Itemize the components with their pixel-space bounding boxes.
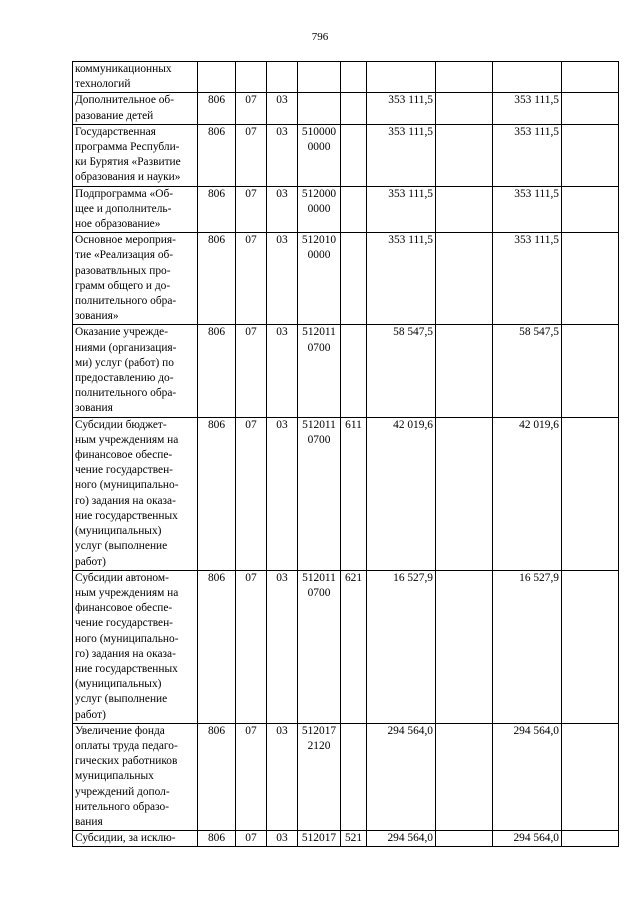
- cell-line: го) задания на оказа-: [75, 494, 176, 507]
- cell-line: 353 111,5: [388, 94, 433, 107]
- cell-pr: [267, 62, 298, 93]
- cell-rz: [236, 831, 267, 847]
- cell-name: [73, 831, 198, 847]
- cell-line: Подпрограмма «Об-: [75, 187, 174, 200]
- cell-vr: [341, 831, 367, 847]
- cell-line: оплаты труда педаго-: [75, 739, 178, 752]
- cell-line: грамм общего и до-: [75, 279, 171, 292]
- cell-name: [73, 62, 198, 93]
- cell-pr: [267, 417, 298, 570]
- cell-line: 806: [207, 832, 226, 845]
- cell-vr: [341, 124, 367, 186]
- cell-line: 512000: [301, 187, 337, 200]
- cell-sum2: [436, 723, 493, 830]
- cell-sum3: [493, 831, 562, 847]
- cell-pr: [267, 570, 298, 723]
- cell-line: Оказание учрежде-: [75, 326, 168, 339]
- cell-line: Субсидии автоном-: [75, 571, 169, 584]
- cell-line: ми) услуг (работ) по: [75, 356, 174, 369]
- cell-sum4: [562, 124, 619, 186]
- cell-ved: [198, 233, 236, 325]
- cell-sum3: [493, 325, 562, 417]
- cell-pr: [267, 233, 298, 325]
- cell-csr: [298, 186, 341, 233]
- cell-line: 806: [207, 234, 226, 247]
- cell-csr: [298, 233, 341, 325]
- cell-line: услуг (выполнение: [75, 693, 168, 706]
- cell-line: 03: [276, 187, 288, 200]
- cell-line: 353 111,5: [514, 187, 559, 200]
- table-row: [73, 93, 619, 124]
- cell-line: 07: [245, 326, 257, 339]
- cell-line: зования»: [75, 310, 119, 323]
- cell-line: образования и науки»: [75, 171, 181, 184]
- cell-name: [73, 570, 198, 723]
- cell-name: [73, 93, 198, 124]
- cell-line: учреждений допол-: [75, 785, 170, 798]
- cell-line: работ): [75, 708, 106, 721]
- cell-line: 07: [245, 724, 257, 737]
- cell-csr: [298, 570, 341, 723]
- cell-line: 0000: [307, 249, 331, 262]
- cell-line: 03: [276, 832, 288, 845]
- cell-ved: [198, 325, 236, 417]
- cell-line: чение государствен-: [75, 617, 173, 630]
- table-row: [73, 417, 619, 570]
- cell-line: 294 564,0: [387, 832, 433, 845]
- cell-rz: [236, 570, 267, 723]
- cell-line: 806: [207, 326, 226, 339]
- cell-line: технологий: [75, 78, 131, 91]
- cell-line: 0000: [307, 202, 331, 215]
- cell-line: 03: [276, 724, 288, 737]
- cell-line: муниципальных: [75, 770, 154, 783]
- cell-line: 806: [207, 187, 226, 200]
- cell-sum3: [493, 417, 562, 570]
- cell-line: 07: [245, 571, 257, 584]
- cell-line: 611: [345, 418, 362, 431]
- cell-line: коммуникационных: [75, 63, 172, 75]
- cell-line: услуг (выполнение: [75, 540, 168, 553]
- cell-sum2: [436, 124, 493, 186]
- cell-line: 58 547,5: [393, 326, 433, 339]
- cell-line: 03: [276, 326, 288, 339]
- cell-line: 07: [245, 187, 257, 200]
- table-row: [73, 124, 619, 186]
- cell-line: 353 111,5: [514, 125, 559, 138]
- cell-line: 806: [207, 125, 226, 138]
- cell-sum4: [562, 723, 619, 830]
- cell-line: разование детей: [75, 109, 154, 122]
- cell-sum1: [367, 233, 436, 325]
- cell-line: чение государствен-: [75, 464, 173, 477]
- cell-sum1: [367, 62, 436, 93]
- cell-line: Государственная: [75, 125, 156, 138]
- cell-line: 42 019,6: [519, 418, 559, 431]
- table-row: [73, 62, 619, 93]
- cell-sum3: [493, 570, 562, 723]
- cell-line: 07: [245, 832, 257, 845]
- cell-line: Дополнительное об-: [75, 94, 175, 107]
- cell-line: полнительного обра-: [75, 295, 177, 308]
- cell-vr: [341, 417, 367, 570]
- cell-name: [73, 325, 198, 417]
- cell-line: нительного образо-: [75, 800, 169, 813]
- cell-sum3: [493, 233, 562, 325]
- table-row: [73, 831, 619, 847]
- cell-line: 512011: [302, 571, 336, 584]
- cell-csr: [298, 723, 341, 830]
- cell-rz: [236, 325, 267, 417]
- table-row: [73, 570, 619, 723]
- cell-rz: [236, 124, 267, 186]
- cell-vr: [341, 233, 367, 325]
- cell-sum4: [562, 186, 619, 233]
- cell-line: программа Республи-: [75, 141, 180, 154]
- cell-line: гических работников: [75, 755, 178, 768]
- cell-name: [73, 723, 198, 830]
- cell-line: 16 527,9: [519, 571, 559, 584]
- cell-pr: [267, 186, 298, 233]
- cell-ved: [198, 417, 236, 570]
- cell-line: 16 527,9: [393, 571, 433, 584]
- cell-line: 03: [276, 94, 288, 107]
- cell-line: 521: [344, 832, 363, 845]
- cell-pr: [267, 93, 298, 124]
- cell-line: 294 564,0: [513, 832, 559, 845]
- cell-line: 353 111,5: [514, 94, 559, 107]
- cell-sum3: [493, 124, 562, 186]
- cell-line: 2120: [307, 739, 331, 752]
- cell-name: [73, 186, 198, 233]
- cell-line: 03: [276, 234, 288, 247]
- cell-sum1: [367, 186, 436, 233]
- cell-line: 510000: [301, 125, 337, 138]
- cell-sum1: [367, 723, 436, 830]
- cell-line: 0000: [307, 141, 331, 154]
- cell-line: 0700: [307, 433, 331, 446]
- cell-sum3: [493, 723, 562, 830]
- cell-line: ным учреждениям на: [75, 433, 179, 446]
- cell-ved: [198, 93, 236, 124]
- cell-sum2: [436, 93, 493, 124]
- cell-line: Субсидии, за исклю-: [75, 832, 176, 845]
- cell-line: 512017: [301, 832, 337, 845]
- cell-pr: [267, 723, 298, 830]
- cell-line: 07: [245, 125, 257, 138]
- cell-sum2: [436, 831, 493, 847]
- table-body: [73, 62, 619, 847]
- cell-line: тие «Реализация об-: [75, 249, 174, 262]
- cell-line: финансовое обеспе-: [75, 602, 173, 615]
- cell-line: 806: [207, 724, 226, 737]
- cell-line: 512011: [302, 326, 336, 339]
- cell-line: 512011: [302, 418, 336, 431]
- cell-line: зования: [75, 402, 113, 415]
- cell-line: 07: [245, 94, 257, 107]
- cell-sum3: [493, 186, 562, 233]
- cell-sum4: [562, 93, 619, 124]
- cell-sum4: [562, 62, 619, 93]
- cell-line: 07: [245, 234, 257, 247]
- cell-line: ниями (организация-: [75, 341, 177, 354]
- cell-line: 353 111,5: [388, 125, 433, 138]
- cell-line: полнительного обра-: [75, 387, 177, 400]
- cell-csr: [298, 124, 341, 186]
- cell-line: 806: [207, 94, 226, 107]
- cell-sum2: [436, 186, 493, 233]
- cell-line: 512017: [301, 724, 337, 737]
- cell-pr: [267, 831, 298, 847]
- cell-vr: [341, 723, 367, 830]
- cell-csr: [298, 93, 341, 124]
- cell-sum4: [562, 831, 619, 847]
- cell-line: 353 111,5: [514, 234, 559, 247]
- cell-line: ки Бурятия «Развитие: [75, 156, 181, 169]
- cell-sum3: [493, 62, 562, 93]
- cell-rz: [236, 723, 267, 830]
- cell-sum2: [436, 417, 493, 570]
- cell-line: 294 564,0: [513, 724, 559, 737]
- cell-pr: [267, 124, 298, 186]
- cell-line: 806: [207, 571, 226, 584]
- cell-sum4: [562, 233, 619, 325]
- cell-sum2: [436, 325, 493, 417]
- cell-ved: [198, 723, 236, 830]
- cell-line: ние государственных: [75, 662, 178, 675]
- cell-line: вания: [75, 815, 103, 828]
- cell-line: 42 019,6: [393, 418, 433, 431]
- cell-sum4: [562, 417, 619, 570]
- cell-rz: [236, 62, 267, 93]
- cell-line: ного (муниципально-: [75, 632, 179, 645]
- cell-vr: [341, 186, 367, 233]
- cell-line: 0700: [307, 341, 331, 354]
- cell-line: (муниципальных): [75, 678, 162, 691]
- cell-line: 03: [276, 571, 288, 584]
- cell-name: [73, 233, 198, 325]
- cell-ved: [198, 186, 236, 233]
- budget-table: [72, 61, 619, 847]
- cell-rz: [236, 186, 267, 233]
- cell-line: 07: [245, 418, 257, 431]
- cell-line: 03: [276, 125, 288, 138]
- cell-line: 621: [344, 571, 363, 584]
- cell-ved: [198, 570, 236, 723]
- cell-line: финансовое обеспе-: [75, 449, 173, 462]
- cell-sum1: [367, 831, 436, 847]
- cell-csr: [298, 417, 341, 570]
- cell-sum1: [367, 93, 436, 124]
- table-row: [73, 186, 619, 233]
- cell-ved: [198, 62, 236, 93]
- cell-csr: [298, 325, 341, 417]
- cell-line: 294 564,0: [387, 724, 433, 737]
- cell-line: ного (муниципально-: [75, 479, 179, 492]
- cell-line: предоставлению до-: [75, 372, 174, 385]
- cell-line: 03: [276, 418, 288, 431]
- cell-sum4: [562, 570, 619, 723]
- table-row: [73, 325, 619, 417]
- cell-line: ное образование»: [75, 218, 161, 231]
- cell-sum1: [367, 570, 436, 723]
- cell-vr: [341, 570, 367, 723]
- cell-pr: [267, 325, 298, 417]
- cell-rz: [236, 93, 267, 124]
- cell-sum1: [367, 417, 436, 570]
- cell-line: работ): [75, 555, 106, 568]
- cell-line: ным учреждениям на: [75, 586, 179, 599]
- cell-line: 806: [207, 418, 226, 431]
- cell-line: разоватвльных про-: [75, 264, 171, 277]
- cell-line: щее и дополнитель-: [75, 202, 172, 215]
- cell-line: Увеличение фонда: [75, 724, 165, 737]
- table-row: [73, 233, 619, 325]
- cell-sum2: [436, 233, 493, 325]
- cell-line: го) задания на оказа-: [75, 647, 176, 660]
- cell-ved: [198, 831, 236, 847]
- cell-sum1: [367, 124, 436, 186]
- cell-sum4: [562, 325, 619, 417]
- cell-vr: [341, 62, 367, 93]
- cell-line: 512010: [301, 234, 337, 247]
- cell-line: 58 547,5: [519, 326, 559, 339]
- cell-line: (муниципальных): [75, 525, 162, 538]
- table-row: [73, 723, 619, 830]
- cell-sum1: [367, 325, 436, 417]
- cell-rz: [236, 233, 267, 325]
- page-number: 796: [311, 31, 329, 43]
- cell-vr: [341, 93, 367, 124]
- cell-rz: [236, 417, 267, 570]
- cell-line: 353 111,5: [388, 234, 433, 247]
- cell-line: 0700: [307, 586, 331, 599]
- cell-sum2: [436, 62, 493, 93]
- cell-sum2: [436, 570, 493, 723]
- cell-vr: [341, 325, 367, 417]
- cell-line: Субсидии бюджет-: [75, 418, 167, 431]
- cell-csr: [298, 831, 341, 847]
- cell-sum3: [493, 93, 562, 124]
- cell-name: [73, 124, 198, 186]
- cell-csr: [298, 62, 341, 93]
- cell-line: Основное мероприя-: [75, 234, 176, 247]
- cell-name: [73, 417, 198, 570]
- cell-line: 353 111,5: [388, 187, 433, 200]
- cell-line: ние государственных: [75, 509, 178, 522]
- cell-ved: [198, 124, 236, 186]
